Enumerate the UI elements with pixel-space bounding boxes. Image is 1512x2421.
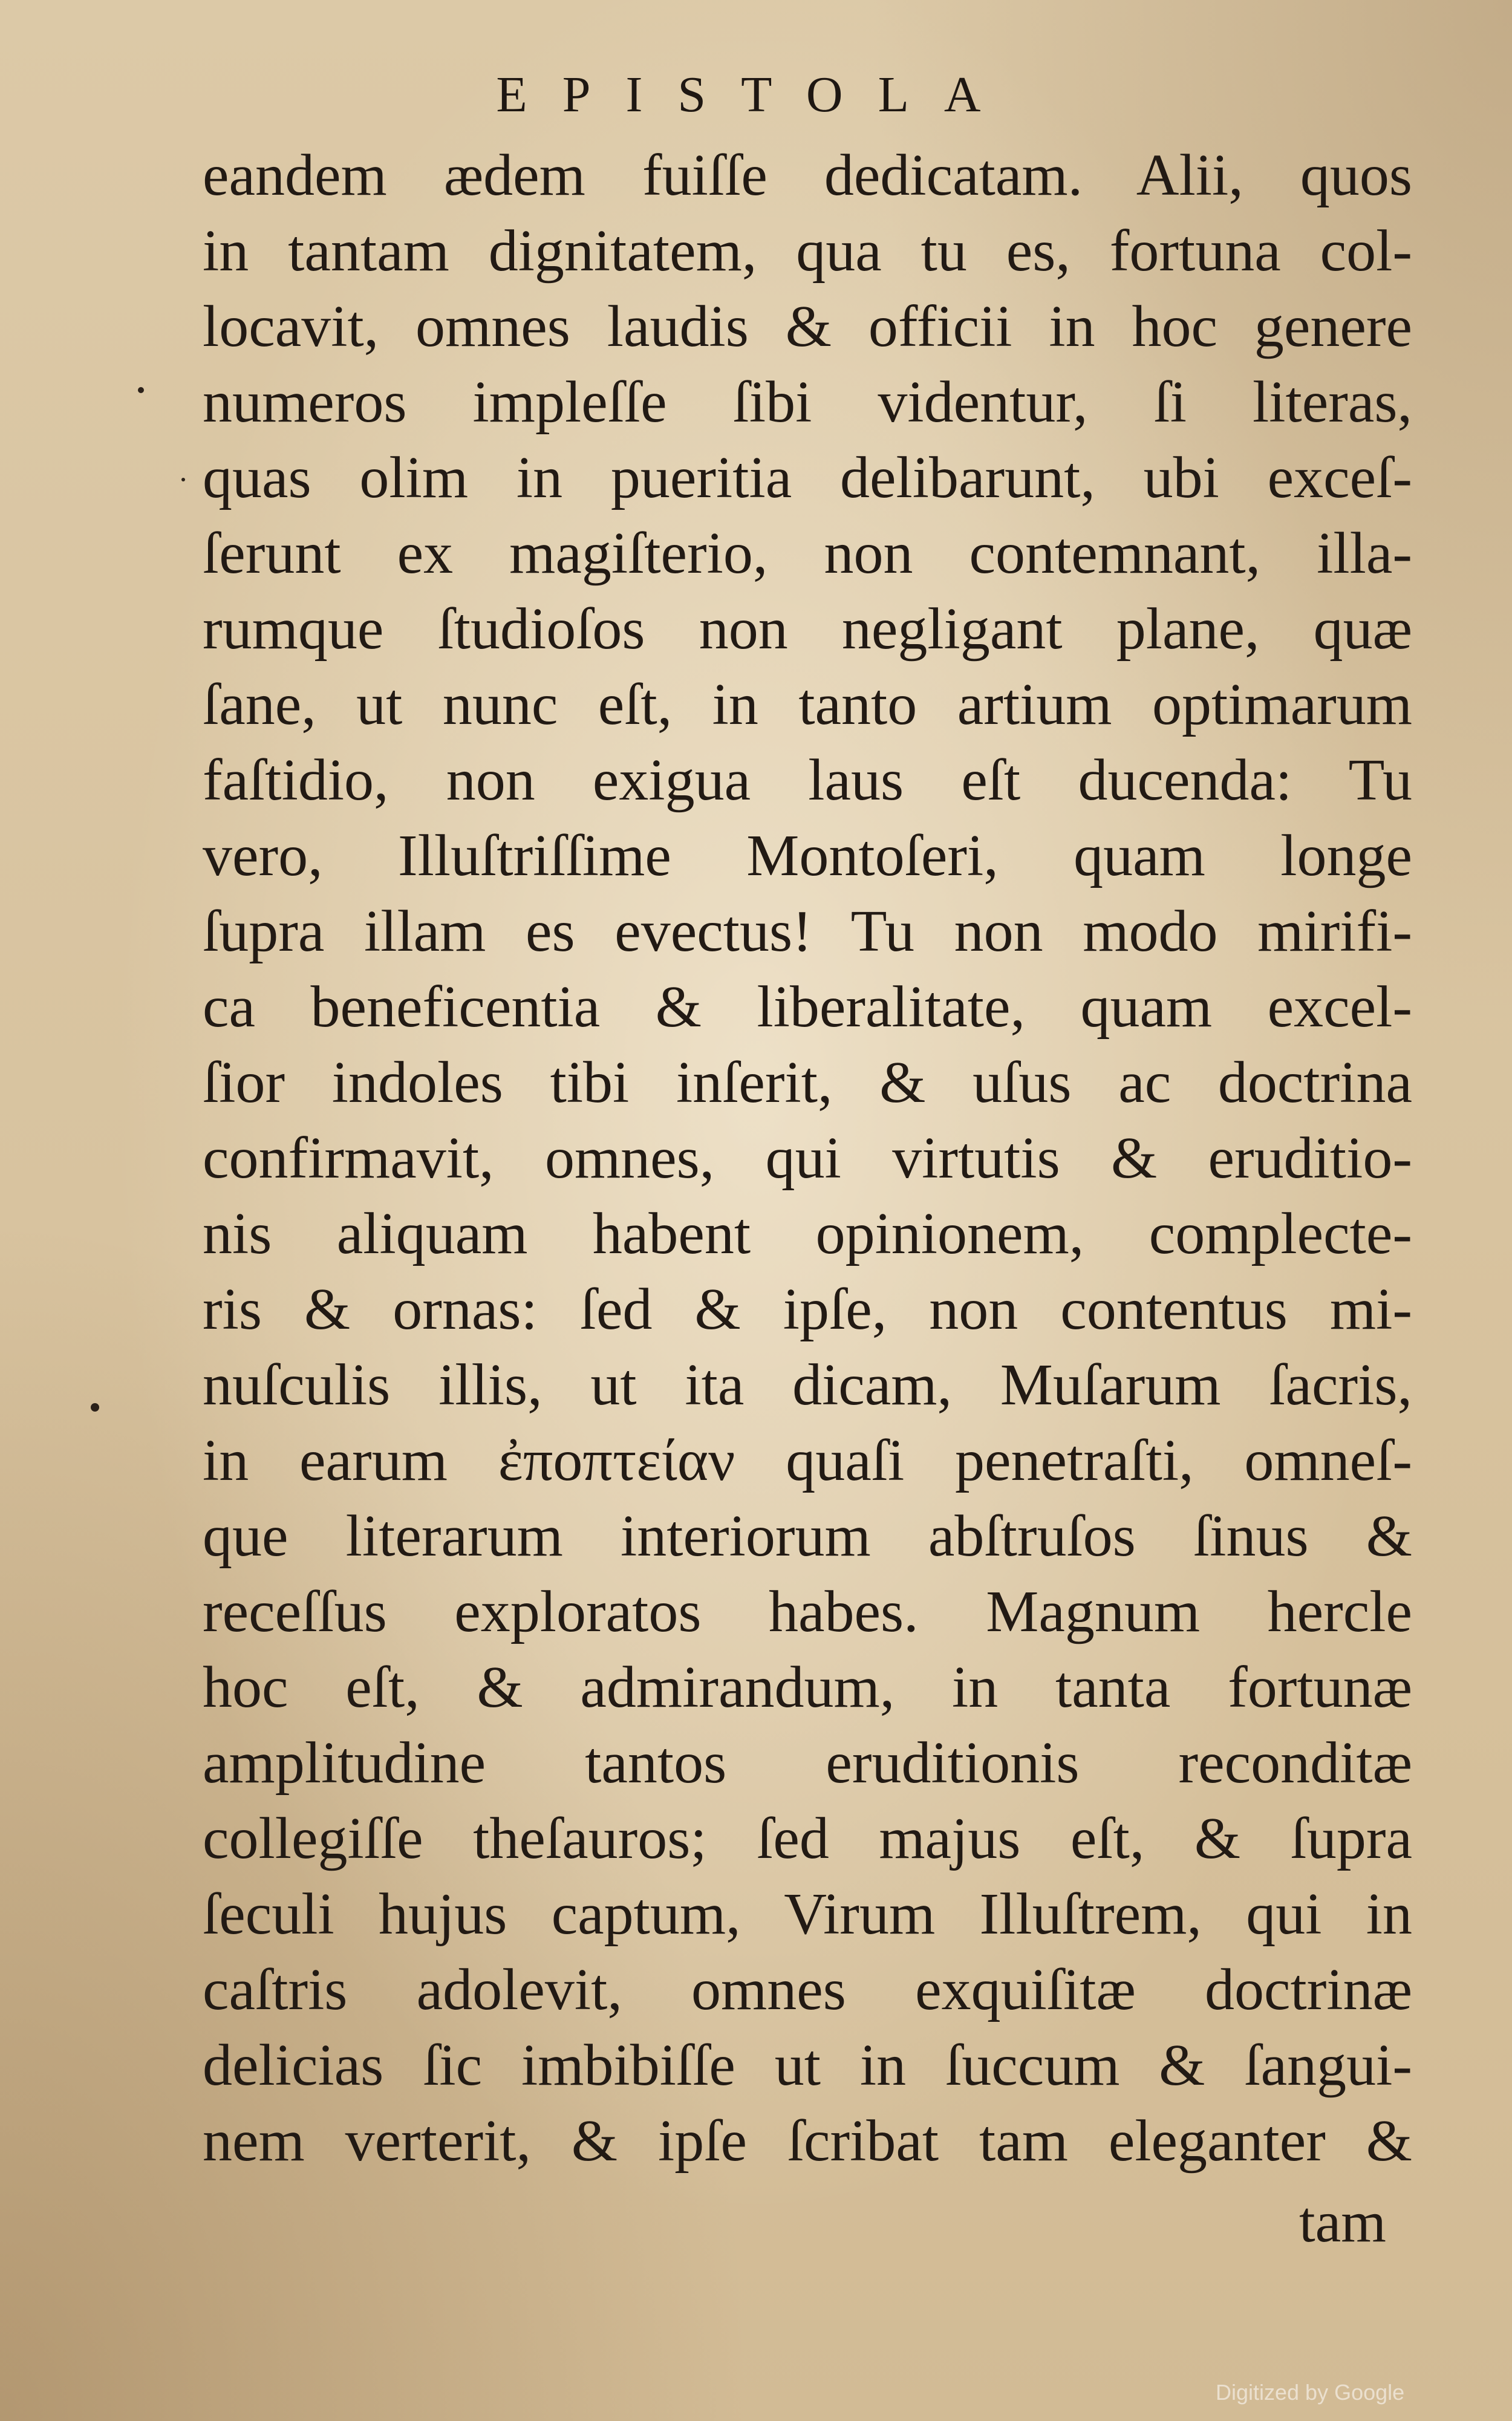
- text-line: collegiſſe theſauros; ſed majus eſt, & ſupra: [203, 1806, 1412, 1871]
- text-line: ſupra illam es evectus! Tu non modo mirifi-: [203, 899, 1412, 964]
- text-line: nem verterit, & ipſe ſcribat tam eleganter &: [203, 2108, 1412, 2174]
- text-line: nis aliquam habent opinionem, complecte-: [203, 1201, 1412, 1266]
- text-line: eandem ædem fuiſſe dedicatam. Alii, quos: [203, 143, 1412, 208]
- text-line: caſtris adolevit, omnes exquiſitæ doctrinæ: [203, 1957, 1412, 2022]
- text-line: ſerunt ex magiſterio, non contemnant, illa-: [203, 521, 1412, 586]
- text-line: faſtidio, non exigua laus eſt ducenda: Tu: [203, 748, 1412, 813]
- text-line: ſior indoles tibi inſerit, & uſus ac doctrina: [203, 1050, 1412, 1115]
- digitized-watermark: Digitized by Google: [1216, 2380, 1405, 2405]
- text-line: vero, Illuſtriſſime Montoſeri, quam longe: [203, 823, 1412, 888]
- text-line: confirmavit, omnes, qui virtutis & eruditio-: [203, 1126, 1412, 1191]
- ink-speck: [181, 478, 185, 481]
- text-line: amplitudine tantos eruditionis reconditæ: [203, 1730, 1412, 1796]
- ink-speck: [91, 1403, 99, 1412]
- text-line: in tantam dignitatem, qua tu es, fortuna col-: [203, 218, 1412, 284]
- text-line: rumque ſtudioſos non negligant plane, quæ: [203, 596, 1412, 662]
- text-line: ris & ornas: ſed & ipſe, non contentus mi-: [203, 1277, 1412, 1342]
- ink-speck: [138, 387, 144, 393]
- text-line: locavit, omnes laudis & officii in hoc genere: [203, 294, 1412, 359]
- text-line: que literarum interiorum abſtruſos ſinus &: [203, 1504, 1412, 1569]
- text-line: ca beneficentia & liberalitate, quam excel-: [203, 974, 1412, 1040]
- text-block: [203, 138, 1412, 2179]
- text-line: hoc eſt, & admirandum, in tanta fortunæ: [203, 1655, 1412, 1720]
- catchword: tam: [1299, 2189, 1386, 2254]
- running-head: EPISTOLA: [496, 67, 1016, 123]
- text-line: ſane, ut nunc eſt, in tanto artium optimarum: [203, 672, 1412, 737]
- text-line: in earum ἐποπτείαν quaſi penetraſti, omneſ-: [203, 1428, 1412, 1493]
- text-line: delicias ſic imbibiſſe ut in ſuccum & ſangui-: [203, 2033, 1412, 2098]
- text-line: nuſculis illis, ut ita dicam, Muſarum ſacris,: [203, 1352, 1412, 1418]
- text-line: receſſus exploratos habes. Magnum hercle: [203, 1579, 1412, 1644]
- text-line: quas olim in pueritia delibarunt, ubi exceſ-: [203, 445, 1412, 510]
- text-line: numeros impleſſe ſibi videntur, ſi literas,: [203, 370, 1412, 435]
- text-line: ſeculi hujus captum, Virum Illuſtrem, qui in: [203, 1882, 1412, 1947]
